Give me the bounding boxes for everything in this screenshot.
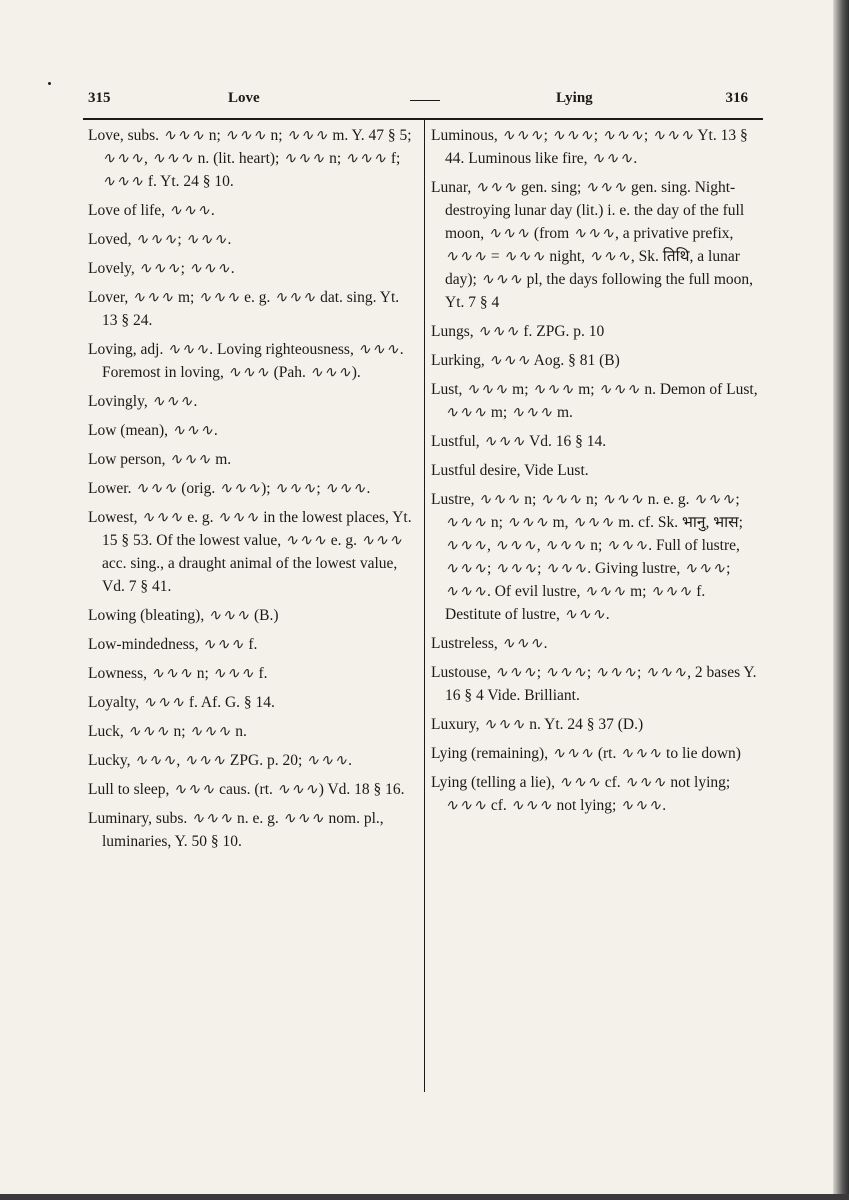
dictionary-entry: Luminary, subs. ∿∿∿ n. e. g. ∿∿∿ nom. pl., luminaries, Y. 50 § 10.: [88, 810, 384, 850]
avestan-script: ∿∿∿: [150, 665, 193, 682]
avestan-script: ∿∿∿: [506, 514, 549, 531]
avestan-script: ∿∿∿: [224, 127, 267, 144]
dictionary-entry: Lunar, ∿∿∿ gen. sing; ∿∿∿ gen. sing. Night-destroying lunar day (lit.) i. e. the day of the full moon, ∿∿∿ (from ∿∿∿, a privative prefix, ∿∿∿ = ∿∿∿ night, ∿∿∿, Sk. तिथि, a lunar day); ∿∿∿ pl, the days following the full moon, Yt. 7 § 4: [431, 179, 754, 311]
dictionary-entry: Luminous, ∿∿∿; ∿∿∿; ∿∿∿; ∿∿∿ Yt. 13 § 44. Luminous like fire, ∿∿∿.: [431, 127, 748, 167]
avestan-script: ∿∿∿: [168, 202, 211, 219]
dictionary-entry: Lying (telling a lie), ∿∿∿ cf. ∿∿∿ not lying; ∿∿∿ cf. ∿∿∿ not lying; ∿∿∿.: [431, 774, 731, 814]
right-page-number: 316: [725, 90, 748, 106]
avestan-script: ∿∿∿: [162, 127, 205, 144]
avestan-script: ∿∿∿: [483, 433, 526, 450]
dictionary-entry: Lustre, ∿∿∿ n; ∿∿∿ n; ∿∿∿ n. e. g. ∿∿∿; ∿∿∿ n; ∿∿∿ m, ∿∿∿ m. cf. Sk. भानु, भास; ∿∿∿, ∿∿∿, ∿∿∿ n; ∿∿∿. Full of lustre, ∿∿∿; ∿∿∿; ∿∿∿. Giving lustre, ∿∿∿; ∿∿∿. Of evil lustre, ∿∿∿ m; ∿∿∿ f. Destitute of lustre, ∿∿∿.: [431, 491, 743, 623]
avestan-script: ∿∿∿: [595, 664, 637, 681]
avestan-script: ∿∿∿: [598, 381, 641, 398]
avestan-script: ∿∿∿: [544, 664, 587, 681]
avestan-script: ∿∿∿: [357, 341, 400, 358]
avestan-script: ∿∿∿: [620, 797, 663, 814]
dictionary-entry: Luck, ∿∿∿ n; ∿∿∿ n.: [88, 723, 247, 740]
avestan-script: ∿∿∿: [445, 583, 487, 600]
avestan-script: ∿∿∿: [227, 364, 270, 381]
dictionary-entry: Lovely, ∿∿∿; ∿∿∿.: [88, 260, 235, 277]
avestan-script: ∿∿∿: [445, 560, 487, 577]
dictionary-entry: Lurking, ∿∿∿ Aog. § 81 (B): [431, 352, 620, 369]
dictionary-entry: Love of life, ∿∿∿.: [88, 202, 215, 219]
right-running-headword: Lying: [556, 90, 593, 106]
avestan-script: ∿∿∿: [274, 289, 317, 306]
avestan-script: ∿∿∿: [540, 491, 583, 508]
dictionary-entry: Lowness, ∿∿∿ n; ∿∿∿ f.: [88, 665, 268, 682]
avestan-script: ∿∿∿: [544, 537, 587, 554]
avestan-script: ∿∿∿: [501, 127, 544, 144]
avestan-script: ∿∿∿: [445, 248, 487, 265]
avestan-script: ∿∿∿: [142, 694, 185, 711]
avestan-script: ∿∿∿: [345, 150, 387, 167]
right-column: [431, 124, 761, 823]
avestan-script: ∿∿∿: [466, 381, 509, 398]
avestan-script: ∿∿∿: [217, 509, 260, 526]
avestan-script: ∿∿∿: [488, 352, 531, 369]
avestan-script: ∿∿∿: [102, 150, 144, 167]
avestan-script: ∿∿∿: [563, 606, 606, 623]
avestan-script: ∿∿∿: [510, 797, 553, 814]
dictionary-entry: Low-mindedness, ∿∿∿ f.: [88, 636, 258, 653]
avestan-script: ∿∿∿: [483, 716, 526, 733]
avestan-script: ∿∿∿: [551, 745, 594, 762]
dictionary-entry: Lustful, ∿∿∿ Vd. 16 § 14.: [431, 433, 607, 450]
avestan-script: ∿∿∿: [624, 774, 667, 791]
avestan-script: ∿∿∿: [198, 289, 241, 306]
avestan-script: ∿∿∿: [588, 248, 631, 265]
avestan-script: ∿∿∿: [138, 260, 181, 277]
avestan-script: ∿∿∿: [127, 723, 170, 740]
dictionary-entry: Loyalty, ∿∿∿ f. Af. G. § 14.: [88, 694, 275, 711]
avestan-script: ∿∿∿: [282, 810, 325, 827]
avestan-script: ∿∿∿: [309, 364, 352, 381]
avestan-script: ∿∿∿: [151, 150, 194, 167]
page-header: [88, 90, 748, 110]
avestan-script: ∿∿∿: [650, 583, 693, 600]
avestan-script: ∿∿∿: [102, 173, 144, 190]
avestan-script: ∿∿∿: [573, 225, 616, 242]
dictionary-entry: Lust, ∿∿∿ m; ∿∿∿ m; ∿∿∿ n. Demon of Lust, ∿∿∿ m; ∿∿∿ m.: [431, 381, 758, 421]
avestan-script: ∿∿∿: [488, 225, 531, 242]
avestan-script: ∿∿∿: [478, 491, 521, 508]
dictionary-entry: Lull to sleep, ∿∿∿ caus. (rt. ∿∿∿) Vd. 18 § 16.: [88, 781, 405, 798]
avestan-script: ∿∿∿: [208, 607, 251, 624]
avestan-script: ∿∿∿: [445, 797, 487, 814]
avestan-script: ∿∿∿: [188, 260, 231, 277]
dictionary-entry: Lying (remaining), ∿∿∿ (rt. ∿∿∿ to lie down): [431, 745, 741, 762]
dictionary-entry: Lustreless, ∿∿∿.: [431, 635, 548, 652]
avestan-script: ∿∿∿: [480, 271, 523, 288]
header-rule: [83, 118, 763, 120]
avestan-script: ∿∿∿: [532, 381, 575, 398]
avestan-script: ∿∿∿: [202, 636, 245, 653]
avestan-script: ∿∿∿: [219, 480, 262, 497]
avestan-script: ∿∿∿: [135, 231, 178, 248]
avestan-script: ∿∿∿: [551, 127, 594, 144]
dictionary-entry: Luxury, ∿∿∿ n. Yt. 24 § 37 (D.): [431, 716, 644, 733]
avestan-script: ∿∿∿: [173, 781, 216, 798]
avestan-script: ∿∿∿: [693, 491, 736, 508]
avestan-script: ∿∿∿: [134, 752, 177, 769]
dictionary-entry: Loved, ∿∿∿; ∿∿∿.: [88, 231, 232, 248]
avestan-script: ∿∿∿: [684, 560, 727, 577]
avestan-script: ∿∿∿: [495, 560, 538, 577]
avestan-script: ∿∿∿: [494, 537, 537, 554]
avestan-script: ∿∿∿: [445, 514, 487, 531]
avestan-script: ∿∿∿: [167, 341, 210, 358]
avestan-script: ∿∿∿: [283, 150, 326, 167]
avestan-script: ∿∿∿: [189, 723, 232, 740]
column-divider: [424, 120, 425, 1092]
dictionary-entry: Lower. ∿∿∿ (orig. ∿∿∿); ∿∿∿; ∿∿∿.: [88, 480, 371, 497]
avestan-script: ∿∿∿: [324, 480, 367, 497]
avestan-script: ∿∿∿: [284, 532, 327, 549]
avestan-script: ∿∿∿: [620, 745, 663, 762]
avestan-script: ∿∿∿: [591, 150, 634, 167]
avestan-script: ∿∿∿: [169, 451, 212, 468]
avestan-script: ∿∿∿: [584, 583, 627, 600]
avestan-script: ∿∿∿: [477, 323, 520, 340]
dictionary-entry: Lovingly, ∿∿∿.: [88, 393, 198, 410]
page-edge-shadow: [833, 0, 849, 1200]
avestan-script: ∿∿∿: [212, 665, 255, 682]
dictionary-entry: Low person, ∿∿∿ m.: [88, 451, 232, 468]
avestan-script: ∿∿∿: [645, 664, 688, 681]
avestan-script: ∿∿∿: [360, 532, 403, 549]
dictionary-entry: Loving, adj. ∿∿∿. Loving righteousness, ∿∿∿. Foremost in loving, ∿∿∿ (Pah. ∿∿∿).: [88, 341, 404, 381]
avestan-script: ∿∿∿: [445, 404, 487, 421]
dictionary-entry: Lungs, ∿∿∿ f. ZPG. p. 10: [431, 323, 605, 340]
dictionary-entry: Lover, ∿∿∿ m; ∿∿∿ e. g. ∿∿∿ dat. sing. Yt. 13 § 24.: [88, 289, 400, 329]
ink-spot: [48, 82, 51, 85]
avestan-script: ∿∿∿: [585, 179, 628, 196]
dictionary-entry: Love, subs. ∿∿∿ n; ∿∿∿ n; ∿∿∿ m. Y. 47 § 5; ∿∿∿, ∿∿∿ n. (lit. heart); ∿∿∿ n; ∿∿∿ f; ∿∿∿ f. Yt. 24 § 10.: [88, 127, 412, 190]
dictionary-entry: Lowing (bleating), ∿∿∿ (B.): [88, 607, 279, 624]
avestan-script: ∿∿∿: [558, 774, 601, 791]
avestan-script: ∿∿∿: [306, 752, 349, 769]
avestan-script: ∿∿∿: [132, 289, 175, 306]
dictionary-entry: Low (mean), ∿∿∿.: [88, 422, 218, 439]
avestan-script: ∿∿∿: [185, 231, 228, 248]
avestan-script: ∿∿∿: [286, 127, 329, 144]
avestan-script: ∿∿∿: [191, 810, 234, 827]
dictionary-entry: Lowest, ∿∿∿ e. g. ∿∿∿ in the lowest places, Yt. 15 § 53. Of the lowest value, ∿∿∿ e. g. ∿∿∿ acc. sing., a draught animal of the lowest value, Vd. 7 § 41.: [88, 509, 412, 595]
page-bottom-edge: [0, 1194, 849, 1200]
left-running-headword: Love: [228, 90, 260, 106]
avestan-script: ∿∿∿: [135, 480, 178, 497]
avestan-script: ∿∿∿: [601, 491, 644, 508]
avestan-script: ∿∿∿: [494, 664, 537, 681]
avestan-script: ∿∿∿: [606, 537, 649, 554]
avestan-script: ∿∿∿: [445, 537, 487, 554]
avestan-script: ∿∿∿: [141, 509, 184, 526]
avestan-script: ∿∿∿: [511, 404, 554, 421]
header-dash: [410, 100, 440, 101]
avestan-script: ∿∿∿: [184, 752, 227, 769]
left-column: [88, 124, 414, 859]
avestan-script: ∿∿∿: [274, 480, 317, 497]
avestan-script: ∿∿∿: [151, 393, 194, 410]
avestan-script: ∿∿∿: [475, 179, 518, 196]
avestan-script: ∿∿∿: [572, 514, 615, 531]
avestan-script: ∿∿∿: [545, 560, 588, 577]
dictionary-entry: Lustful desire, Vide Lust.: [431, 462, 589, 479]
left-page-number: 315: [88, 90, 111, 106]
avestan-script: ∿∿∿: [601, 127, 644, 144]
avestan-script: ∿∿∿: [171, 422, 214, 439]
avestan-script: ∿∿∿: [503, 248, 546, 265]
dictionary-entry: Lucky, ∿∿∿, ∿∿∿ ZPG. p. 20; ∿∿∿.: [88, 752, 352, 769]
avestan-script: ∿∿∿: [501, 635, 544, 652]
avestan-script: ∿∿∿: [276, 781, 319, 798]
avestan-script: ∿∿∿: [652, 127, 695, 144]
dictionary-entry: Lustouse, ∿∿∿; ∿∿∿; ∿∿∿; ∿∿∿, 2 bases Y. 16 § 4 Vide. Brilliant.: [431, 664, 757, 704]
